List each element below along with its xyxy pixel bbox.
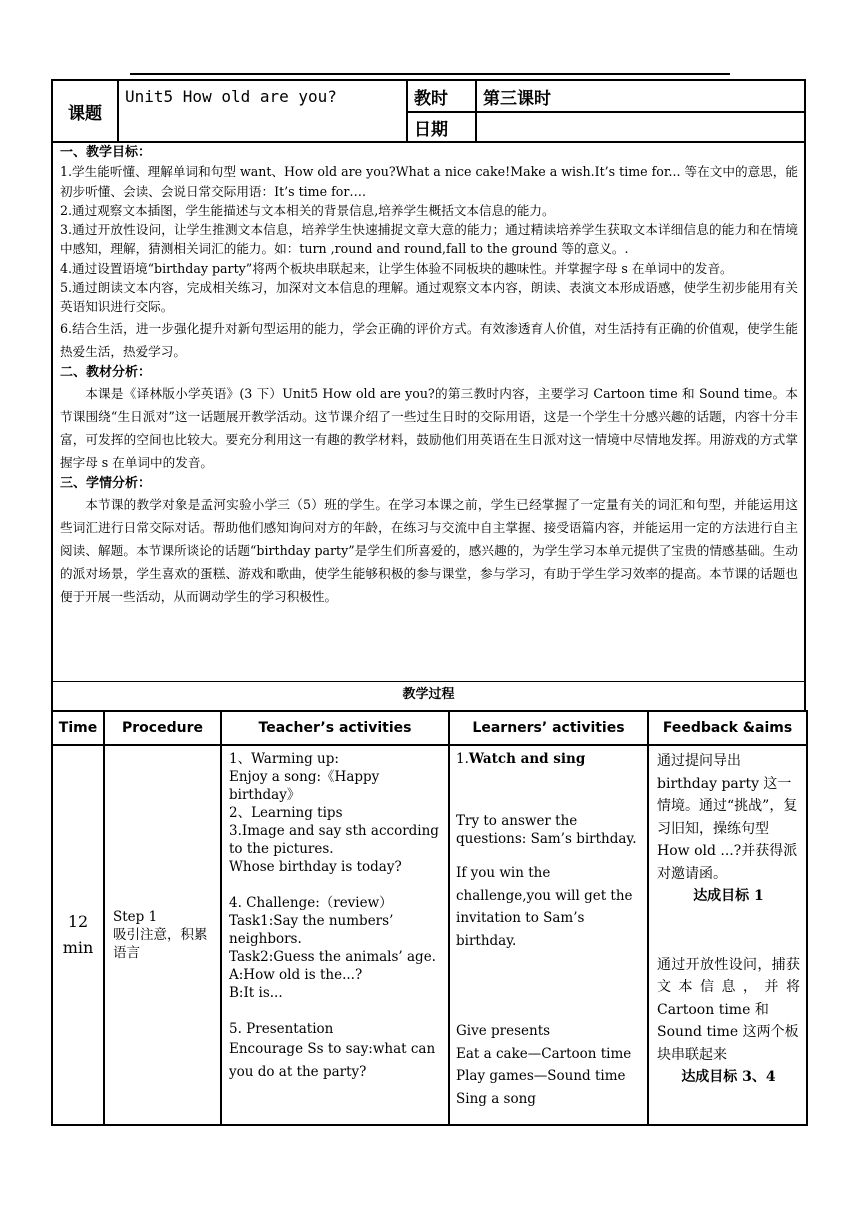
teacher-line: 5. Presentation	[229, 1021, 334, 1037]
feedback-goal: 达成目标 1	[693, 888, 764, 904]
learner-watch-sing: Watch and sing	[468, 751, 586, 767]
teacher-line: Encourage Ss to say:what can you do at the party?	[229, 1041, 436, 1080]
period-value: 第三课时	[476, 80, 805, 112]
learner-activities-cell	[449, 745, 648, 1125]
col-header-learners: Learners’ activities	[449, 711, 648, 745]
learner-line: Sing a song	[456, 1090, 536, 1107]
period-label: 教时	[407, 80, 476, 112]
materials-text: 本课是《译林版小学英语》(3 下）Unit5 How old are you?的第三教时内容，主要学习 Cartoon time 和 Sound time。本节课围绕“生日派对”这一话题展开教学活动。这节课介绍了一些过生日时的交际用语，这是一个学生十分感兴趣的话题，内容十分丰富，可发挥的空间也比较大。要充分利用这一有趣的教学材料，鼓励他们用英语在生日派对这一情境中尽情地发挥。用游戏的方式掌握字母 s 在单词中的发音。	[60, 385, 798, 470]
feedback-text: Cartoon time 和 Sound time 这两个板块串联起来	[657, 1001, 799, 1063]
teacher-line: Task2:Guess the animals’ age.	[229, 949, 436, 965]
date-value	[476, 112, 805, 142]
teacher-line: 2、Learning tips	[229, 805, 343, 821]
col-header-teacher: Teacher’s activities	[221, 711, 449, 745]
time-unit: min	[62, 938, 94, 957]
process-table	[51, 710, 808, 1126]
teacher-line: 1、Warming up:	[229, 751, 339, 767]
lesson-plan-content	[51, 141, 806, 682]
teacher-line: Enjoy a song:《Happy birthday》	[229, 769, 380, 803]
step-description: 吸引注意，积累语言	[113, 927, 208, 961]
procedure-cell	[104, 745, 221, 1125]
learner-line: Try to answer the questions: Sam’s birthday.	[456, 813, 637, 847]
col-header-feedback: Feedback &aims	[648, 711, 807, 745]
objective-item: 1.学生能听懂、理解单词和句型 want、How old are you?What a nice cake!Make a wish.It’s time for... 等在文中的意思，能初步听懂、会读、会说日常交际用语：It’s time for….	[60, 164, 798, 199]
learner-number: 1.	[456, 751, 469, 767]
step-label: Step 1	[113, 909, 158, 925]
feedback-cell	[648, 745, 807, 1125]
teacher-line: 3.Image and say sth according to the pictures.	[229, 823, 439, 857]
objective-item: 2.通过观察文本插图，学生能描述与文本相关的背景信息,培养学生概括文本信息的能力。	[60, 202, 555, 218]
objectives-heading: 一、教学目标：	[60, 145, 152, 160]
time-cell	[52, 745, 104, 1125]
materials-heading: 二、教材分析：	[60, 364, 152, 380]
teacher-line: 4. Challenge:（review）	[229, 895, 393, 911]
teacher-activities-cell	[221, 745, 449, 1125]
feedback-goal: 达成目标 3、4	[681, 1069, 776, 1085]
learners-text: 本节课的教学对象是孟河实验小学三（5）班的学生。在学习本课之前，学生已经掌握了一定量有关的词汇和句型，并能运用这些词汇进行日常交际对话。帮助他们感知询问对方的年龄，在练习与交流中自主掌握、接受语篇内容，并能运用一定的方法进行自主阅读、解题。本节课所谈论的话题“birthday party”是学生们所喜爱的，感兴趣的，为学生学习本单元提供了宝贵的情感基础。生动的派对场景，学生喜欢的蛋糕、游戏和歌曲，使学生能够积极的参与课堂，参与学习，有助于学生学习效率的提高。本节课的话题也便于开展一些活动，从而调动学生的学习积极性。	[60, 497, 798, 605]
process-title: 教学过程	[51, 682, 806, 710]
col-header-time: Time	[52, 711, 104, 745]
lesson-header-table	[51, 79, 806, 143]
learner-line: Eat a cake—Cartoon time	[456, 1045, 632, 1062]
objective-item: 3.通过开放性设问，让学生推测文本信息，培养学生快速捕捉文章大意的能力；通过精读培养学生获取文本详细信息的能力和在情境中感知，理解，猜测相关词汇的能力。如：turn ,round and round,fall to the ground 等的意义。.	[60, 222, 798, 257]
learners-heading: 三、学情分析：	[60, 475, 152, 491]
objective-item: 6.结合生活，进一步强化提升对新句型运用的能力，学会正确的评价方式。有效渗透育人价值，对生活持有正确的价值观，使学生能热爱生活，热爱学习。	[60, 320, 798, 359]
feedback-text: 通过开放性设问，捕获文本信息，并将	[657, 956, 800, 995]
teacher-line: B:It is...	[229, 985, 283, 1001]
time-number: 12	[67, 912, 89, 931]
learner-line: Play games—Sound time	[456, 1068, 626, 1084]
col-header-procedure: Procedure	[104, 711, 221, 745]
teacher-line: A:How old is the...?	[229, 967, 363, 983]
objective-item: 5.通过朗读文本内容，完成相关练习，加深对文本信息的理解。通过观察文本内容，朗读、表演文本形成语感，使学生初步能用有关英语知识进行交际。	[60, 280, 798, 315]
table-row	[52, 745, 807, 1125]
top-rule	[130, 73, 730, 75]
learner-line: If you win the challenge,you will get the invitation to Sam’s birthday.	[456, 865, 633, 949]
date-label: 日期	[407, 112, 476, 142]
lesson-title: Unit5 How old are you?	[118, 80, 407, 142]
teacher-line: Task1:Say the numbers’ neighbors.	[229, 913, 394, 947]
objective-item: 4.通过设置语境“birthday party”将两个板块串联起来，让学生体验不同板块的趣味性。并掌握字母 s 在单词中的发音。	[60, 260, 733, 276]
lesson-label: 课题	[52, 80, 118, 142]
feedback-text: 通过提问导出 birthday party 这一情境。通过“挑战”，复习旧知，操练句型 How old ...?并获得派对邀请函。	[657, 753, 798, 882]
teacher-line: Whose birthday is today?	[229, 859, 402, 875]
learner-line	[456, 750, 643, 768]
learner-line: Give presents	[456, 1023, 551, 1039]
